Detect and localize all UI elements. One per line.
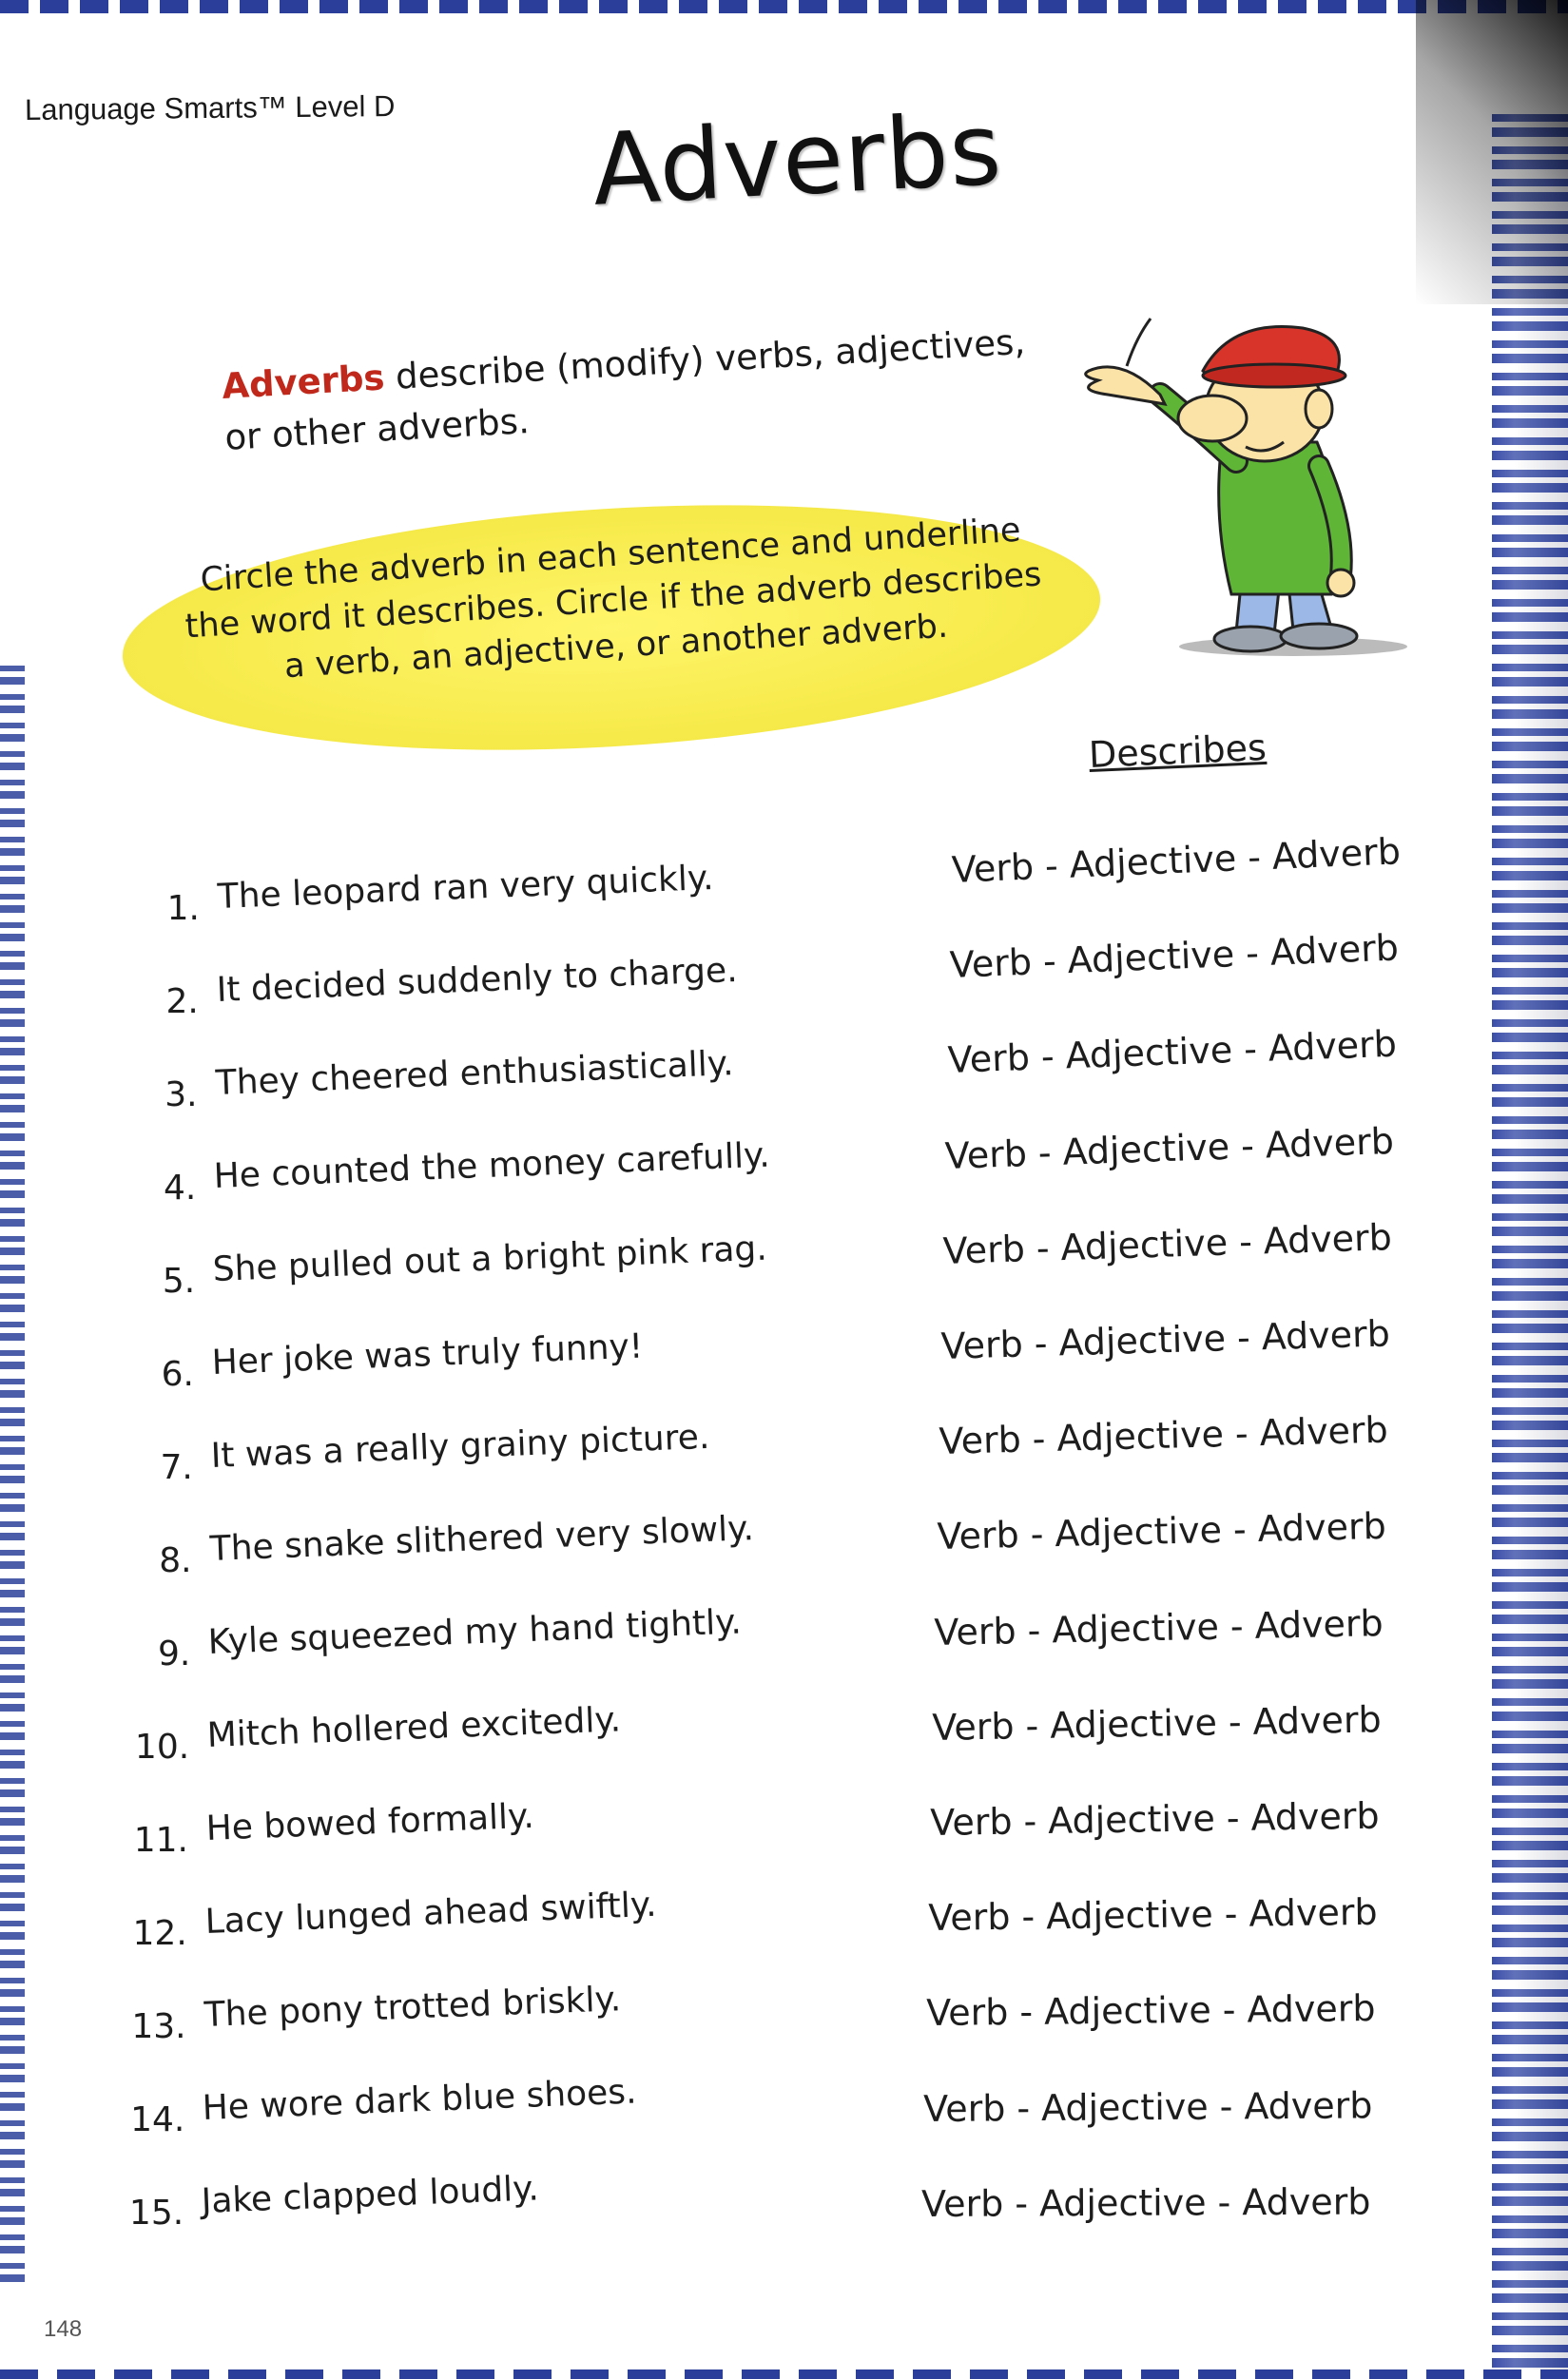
choice-adverb[interactable]: Adverb (1268, 926, 1400, 974)
exercise-row (135, 1505, 1466, 1598)
cartoon-boy-illustration (1070, 300, 1441, 661)
exercise-row (138, 1215, 1469, 1319)
choice-verb[interactable]: Verb (921, 2182, 1004, 2225)
choice-verb[interactable]: Verb (942, 1228, 1026, 1272)
choice-separator: - (1242, 1028, 1258, 1071)
choice-separator: - (1039, 1035, 1055, 1078)
choice-adverb[interactable]: Adverb (1261, 1312, 1391, 1359)
choice-adverb[interactable]: Adverb (1265, 1119, 1395, 1167)
describes-choices[interactable] (921, 2180, 1371, 2224)
exercise-number: 7. (160, 1448, 193, 1487)
choice-separator: - (1025, 1704, 1039, 1748)
definition (221, 315, 1053, 463)
choice-adjective[interactable]: Adjective (1068, 837, 1238, 886)
choice-separator: - (1034, 1322, 1049, 1365)
exercise-row (132, 1698, 1463, 1785)
exercise-number: 5. (162, 1262, 196, 1301)
exercise-row (129, 1980, 1461, 2064)
describes-choices[interactable] (930, 1795, 1380, 1844)
choice-separator: - (1236, 1316, 1251, 1360)
choice-verb[interactable]: Verb (938, 1418, 1022, 1463)
choice-separator: - (1018, 1991, 1033, 2034)
exercise-sentence: She pulled out a bright pink rag. (212, 1228, 768, 1289)
decorative-border-bottom (0, 2369, 1568, 2379)
choice-adjective[interactable]: Adjective (1054, 1509, 1223, 1556)
choice-adjective[interactable]: Adjective (1041, 2085, 1210, 2129)
choice-separator: - (1041, 939, 1057, 983)
exercise-number: 3. (165, 1075, 198, 1114)
choice-separator: - (1240, 1124, 1255, 1167)
choice-separator: - (1036, 1227, 1051, 1269)
choice-adjective[interactable]: Adjective (1064, 1029, 1233, 1077)
exercise-row (139, 1119, 1470, 1226)
choice-adverb[interactable]: Adverb (1256, 1505, 1386, 1551)
choice-separator: - (1027, 1609, 1042, 1652)
exercise-row (137, 1312, 1468, 1412)
choice-verb[interactable]: Verb (925, 1991, 1009, 2035)
choice-adjective[interactable]: Adjective (1045, 1893, 1213, 1938)
choice-separator: - (1217, 2181, 1231, 2224)
definition-text: describe (modify) verbs, adjectives, or other adverbs. (223, 320, 1027, 458)
describes-choices[interactable] (939, 1409, 1388, 1462)
choice-adjective[interactable]: Adjective (1066, 933, 1235, 982)
choice-adverb[interactable]: Adverb (1250, 1794, 1380, 1839)
choice-separator: - (1023, 1800, 1037, 1843)
exercise-sentence: The leopard ran very quickly. (217, 858, 715, 917)
describes-choices[interactable] (923, 2084, 1373, 2130)
exercise-sentence: Lacy lunged ahead swiftly. (203, 1885, 657, 1942)
choice-separator: - (1247, 836, 1262, 879)
instructions: Circle the adverb in each sentence and underline the word it describes. Circle if the adverb describes a verb, an adjective, or another adverb. (184, 511, 1043, 687)
exercise-number: 6. (161, 1355, 194, 1394)
choice-adverb[interactable]: Adverb (1254, 1601, 1384, 1647)
choice-verb[interactable]: Verb (934, 1609, 1017, 1654)
choice-adjective[interactable]: Adjective (1060, 1221, 1229, 1268)
decorative-border-top (0, 0, 1568, 13)
choice-verb[interactable]: Verb (930, 1800, 1013, 1844)
exercise-row (130, 1885, 1462, 1971)
exercise-sentence: He bowed formally. (205, 1796, 535, 1848)
choice-adjective[interactable]: Adjective (1043, 1989, 1211, 2034)
choice-adjective[interactable]: Adjective (1039, 2181, 1207, 2225)
choice-separator: - (1238, 1220, 1253, 1264)
choice-verb[interactable]: Verb (944, 1131, 1029, 1177)
describes-choices[interactable] (937, 1505, 1386, 1557)
exercise-sentence: Jake clapped loudly. (201, 2169, 540, 2221)
choice-verb[interactable]: Verb (936, 1514, 1019, 1558)
decorative-border-left (0, 666, 25, 2282)
exercise-sentence: Kyle squeezed my hand tightly. (207, 1602, 743, 1662)
exercise-row (127, 2072, 1459, 2157)
choice-adverb[interactable]: Adverb (1267, 1023, 1398, 1071)
choice-adjective[interactable]: Adjective (1057, 1317, 1227, 1364)
choice-verb[interactable]: Verb (923, 2086, 1006, 2130)
decorative-border-right (1492, 114, 1568, 2379)
choice-separator: - (1037, 1131, 1053, 1174)
choice-adverb[interactable]: Adverb (1263, 1215, 1393, 1263)
exercise-number: 10. (134, 1728, 190, 1767)
choice-separator: - (1224, 1892, 1238, 1936)
choice-adverb[interactable]: Adverb (1270, 830, 1402, 878)
exercise-row (131, 1794, 1462, 1878)
choice-separator: - (1219, 2085, 1233, 2128)
choice-adjective[interactable]: Adjective (1052, 1605, 1220, 1652)
page-number: 148 (44, 2316, 83, 2342)
exercise-number: 12. (132, 1914, 187, 1953)
corner-shadow (1416, 0, 1568, 304)
choice-adjective[interactable]: Adjective (1047, 1797, 1216, 1843)
choice-separator: - (1234, 1412, 1249, 1456)
choice-verb[interactable]: Verb (940, 1323, 1024, 1367)
exercise-number: 15. (128, 2194, 184, 2233)
choice-adverb[interactable]: Adverb (1248, 1891, 1378, 1935)
exercise-sentence: The pony trotted briskly. (203, 1980, 622, 2035)
choice-separator: - (1226, 1796, 1240, 1840)
describes-choices[interactable] (932, 1698, 1382, 1749)
choice-verb[interactable]: Verb (932, 1705, 1016, 1749)
definition-term: Adverbs (221, 357, 386, 407)
exercise-number: 4. (164, 1169, 197, 1208)
exercise-sentence: They cheered enthusiastically. (214, 1044, 734, 1103)
exercise-sentence: He wore dark blue shoes. (202, 2072, 638, 2128)
exercise-number: 13. (131, 2007, 186, 2046)
choice-verb[interactable]: Verb (951, 845, 1035, 891)
series-label: Language Smarts™ Level D (24, 88, 396, 127)
choice-separator: - (1228, 1700, 1243, 1744)
describes-column-header: Describes (1088, 725, 1268, 777)
page-title: Adverbs (590, 90, 1005, 228)
exercise-number: 1. (166, 889, 200, 928)
exercise-sentence: It was a really grainy picture. (209, 1417, 710, 1476)
describes-choices[interactable] (951, 830, 1402, 891)
choice-adverb[interactable]: Adverb (1244, 2083, 1374, 2127)
exercise-number: 14. (130, 2100, 185, 2139)
choice-separator: - (1044, 844, 1059, 887)
choice-verb[interactable]: Verb (948, 940, 1033, 987)
exercise-number: 11. (133, 1821, 188, 1860)
exercise-sentence: The snake slithered very slowly. (208, 1509, 755, 1569)
choice-adverb[interactable]: Adverb (1252, 1698, 1383, 1743)
choice-separator: - (1232, 1508, 1247, 1552)
choice-separator: - (1029, 1513, 1044, 1557)
exercise-number: 2. (165, 982, 199, 1021)
exercise-sentence: He counted the money carefully. (213, 1135, 771, 1196)
choice-adjective[interactable]: Adjective (1050, 1701, 1218, 1747)
choice-verb[interactable]: Verb (946, 1036, 1031, 1082)
choice-separator: - (1015, 2182, 1029, 2225)
exercise-number: 9. (158, 1634, 191, 1673)
exercise-row (136, 1408, 1467, 1505)
choice-separator: - (1229, 1604, 1245, 1648)
describes-choices[interactable] (934, 1602, 1384, 1654)
exercise-number: 8. (159, 1541, 192, 1580)
choice-adverb[interactable]: Adverb (1242, 2180, 1371, 2224)
choice-separator: - (1222, 1989, 1236, 2032)
choice-separator: - (1020, 1895, 1036, 1938)
choice-verb[interactable]: Verb (927, 1896, 1011, 1940)
exercise-sentence: Mitch hollered excitedly. (206, 1700, 622, 1755)
exercise-row (133, 1601, 1464, 1692)
choice-separator: - (1245, 932, 1260, 975)
describes-choices[interactable] (940, 1312, 1390, 1367)
choice-adverb[interactable]: Adverb (1246, 1987, 1376, 2031)
exercise-row (126, 2169, 1458, 2251)
choice-separator: - (1016, 2086, 1031, 2129)
choice-adjective[interactable]: Adjective (1055, 1413, 1225, 1460)
choice-adjective[interactable]: Adjective (1062, 1125, 1231, 1173)
choice-separator: - (1031, 1418, 1046, 1460)
describes-choices[interactable] (928, 1891, 1378, 1939)
describes-choices[interactable] (926, 1987, 1376, 2034)
choice-adverb[interactable]: Adverb (1258, 1408, 1389, 1455)
exercise-sentence: It decided suddenly to charge. (215, 950, 739, 1010)
exercise-sentence: Her joke was truly funny! (211, 1326, 644, 1383)
